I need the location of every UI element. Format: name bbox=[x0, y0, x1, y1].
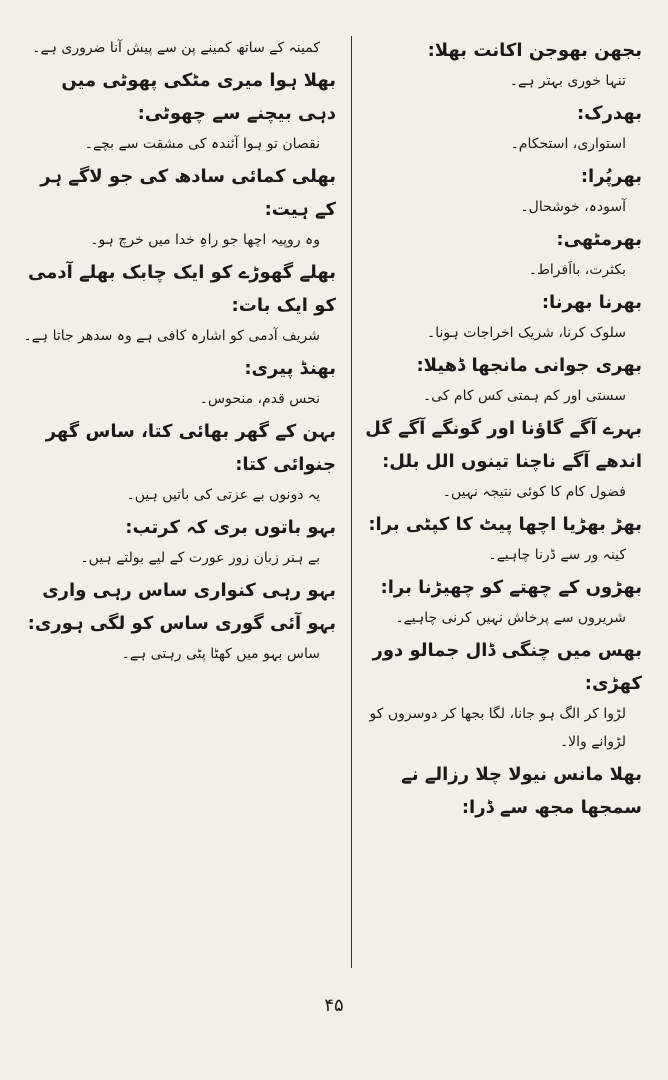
idiom-entry bbox=[360, 223, 648, 284]
idiom-entry bbox=[22, 64, 342, 158]
idiom-headword: بھرپُرا: bbox=[580, 166, 642, 187]
right-column bbox=[360, 34, 648, 1000]
idiom-entry bbox=[360, 34, 648, 95]
idiom-meaning: لڑوا کر الگ ہو جانا، لگا بجھا کر دوسروں کو لڑوانے والا۔ bbox=[369, 706, 626, 750]
idiom-meaning: شریف آدمی کو اشارہ کافی ہے وہ سدھر جاتا ہے۔ bbox=[23, 328, 320, 344]
idiom-meaning: تنہا خوری بہتر ہے۔ bbox=[509, 73, 626, 89]
idiom-entry bbox=[360, 634, 648, 756]
idiom-entry bbox=[22, 574, 342, 668]
idiom-meaning: یہ دونوں بے عزتی کی باتیں ہیں۔ bbox=[126, 487, 320, 503]
idiom-headword: بھدرک: bbox=[576, 103, 642, 124]
idiom-meaning: کمینہ کے ساتھ کمینے پن سے پیش آنا ضروری ہے۔ bbox=[32, 40, 320, 56]
idiom-headword: بھری جوانی مانجھا ڈھیلا: bbox=[416, 355, 642, 376]
idiom-entry bbox=[22, 415, 342, 509]
idiom-headword: بھلے گھوڑے کو ایک چابک بھلے آدمی کو ایک بات: bbox=[27, 262, 336, 316]
idiom-meaning: نحس قدم، منحوس۔ bbox=[199, 391, 320, 407]
idiom-headword: بھس میں چنگی ڈال جمالو دور کھڑی: bbox=[372, 640, 642, 694]
idiom-entry bbox=[360, 571, 648, 632]
idiom-meaning: شریروں سے پرخاش نہیں کرنی چاہیے۔ bbox=[395, 610, 626, 626]
idiom-meaning: آسودہ، خوشحال۔ bbox=[520, 199, 626, 215]
idiom-meaning: استواری، استحکام۔ bbox=[510, 136, 626, 152]
idiom-headword: بھلا ہوا میری مٹکی پھوٹی میں دہی بیچنے سے چھوٹی: bbox=[61, 70, 336, 124]
idiom-meaning: کینہ ور سے ڈرنا چاہیے۔ bbox=[488, 547, 626, 563]
idiom-meaning: بے ہنر زبان زور عورت کے لیے بولتے ہیں۔ bbox=[80, 550, 320, 566]
idiom-meaning: سلوک کرنا، شریک اخراجات ہونا۔ bbox=[427, 325, 626, 341]
idiom-headword: بھڑ بھڑیا اچھا پیٹ کا کپٹی برا: bbox=[368, 514, 642, 535]
idiom-entry bbox=[22, 352, 342, 413]
idiom-entry bbox=[360, 349, 648, 410]
idiom-entry bbox=[22, 511, 342, 572]
idiom-headword: بھلی کمائی سادھ کی جو لاگے ہر کے ہیت: bbox=[40, 166, 336, 220]
idiom-headword: بہن کے گھر بھائی کتا، ساس گھر جنوائی کتا: bbox=[45, 421, 336, 475]
idiom-entry bbox=[22, 256, 342, 350]
idiom-headword: بھڑوں کے چھتے کو چھیڑنا برا: bbox=[380, 577, 642, 598]
idiom-entry bbox=[22, 34, 342, 62]
idiom-entry bbox=[360, 508, 648, 569]
idiom-headword: بھرمٹھی: bbox=[556, 229, 642, 250]
idiom-entry bbox=[360, 412, 648, 506]
idiom-meaning: بکثرت، بااَفراط۔ bbox=[528, 262, 626, 278]
idiom-headword: بہو رہی کنواری ساس رہی واری بہو آئی گوری ساس کو لگی ہوری: bbox=[27, 580, 336, 634]
idiom-headword: بجھن بھوجن اکانت بھلا: bbox=[427, 40, 642, 61]
page-number: ۴۵ bbox=[324, 995, 344, 1016]
idiom-entry bbox=[22, 160, 342, 254]
idiom-entry bbox=[360, 160, 648, 221]
idiom-meaning: فضول کام کا کوئی نتیجہ نہیں۔ bbox=[442, 484, 626, 500]
idiom-entry bbox=[360, 286, 648, 347]
left-column bbox=[22, 34, 342, 1000]
idiom-headword: بھنڈ پیری: bbox=[244, 358, 336, 379]
column-divider bbox=[351, 36, 352, 968]
idiom-headword: بھرنا بھرنا: bbox=[541, 292, 642, 313]
idiom-meaning: نقصان تو ہوا آئندہ کی مشقت سے بچے۔ bbox=[84, 136, 320, 152]
idiom-meaning: ساس بہو میں کھٹا پٹی رہتی ہے۔ bbox=[121, 646, 320, 662]
idiom-meaning: سستی اور کم ہمتی کس کام کی۔ bbox=[422, 388, 626, 404]
idiom-headword: بہرے آگے گاؤنا اور گونگے آگے گل اندھے آگے ناچنا تینوں الل بلل: bbox=[365, 418, 642, 472]
idiom-entry bbox=[360, 97, 648, 158]
idiom-headword: بہو باتوں بری کہ کرتب: bbox=[125, 517, 336, 538]
idiom-entry bbox=[360, 758, 648, 824]
idiom-headword: بھلا مانس نیولا چلا رزالے نے سمجھا مجھ سے ڈرا: bbox=[401, 764, 642, 818]
idiom-meaning: وہ روپیہ اچھا جو راہِ خدا میں خرچ ہو۔ bbox=[90, 232, 320, 248]
